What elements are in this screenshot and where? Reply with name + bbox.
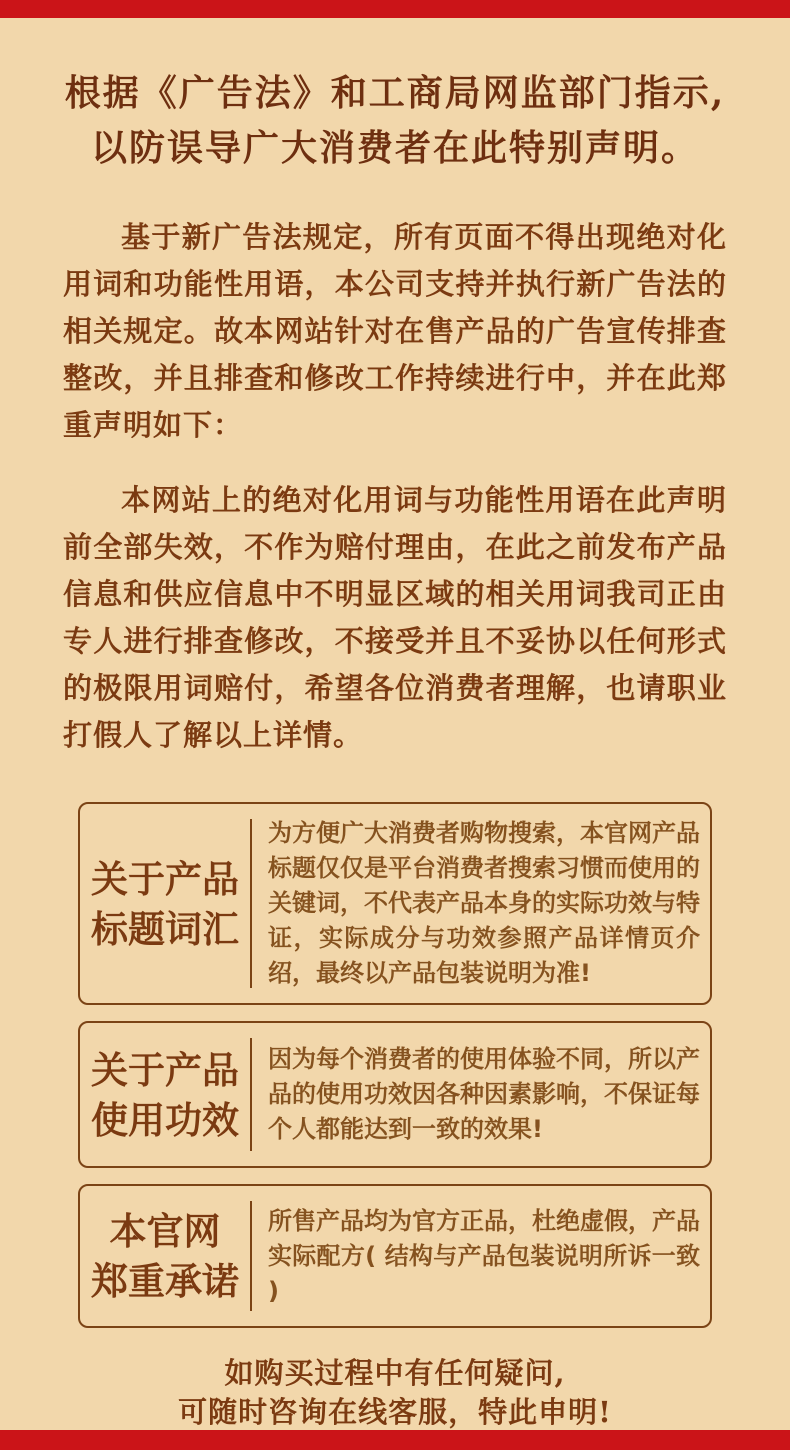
footer-note	[0, 1354, 790, 1432]
disclaimer-paragraph-1: 基于新广告法规定，所有页面不得出现绝对化用词和功能性用语，本公司支持并执行新广告法的相关规定。故本网站针对在售产品的广告宣传排查整改，并且排查和修改工作持续进行中，并在此郑重声明如下：	[63, 220, 727, 442]
notice-box-label	[80, 1045, 250, 1145]
notice-box-label	[80, 1206, 250, 1306]
notice-box-label-line-1: 本官网	[109, 1209, 221, 1253]
notice-box-label-line-2: 使用功效	[91, 1097, 239, 1142]
notice-box-product-efficacy	[78, 1021, 712, 1168]
notice-box-text: 所售产品均为官方正品，杜绝虚假，产品实际配方( 结构与产品包装说明所诉一致 )	[268, 1206, 700, 1305]
page-title	[0, 48, 790, 176]
footer-note-line-1: 如购买过程中有任何疑问,	[224, 1356, 566, 1390]
page-title-line-1: 根据《广告法》和工商局网监部门指示,	[64, 72, 726, 114]
disclaimer-paragraph-2: 本网站上的绝对化用词与功能性用语在此声明前全部失效，不作为赔付理由，在此之前发布产品信息和供应信息中不明显区域的相关用词我司正由专人进行排查修改，不接受并且不妥协以任何形式的极限用词赔付，希望各位消费者理解，也请职业打假人了解以上详情。	[63, 483, 727, 752]
notice-box-text: 因为每个消费者的使用体验不同，所以产品的使用功效因各种因素影响，不保证每个人都能达到一致的效果!	[268, 1045, 700, 1143]
notice-box-official-promise	[78, 1184, 712, 1328]
notice-box-label-line-1: 关于产品	[91, 856, 239, 901]
footer-note-line-2: 可随时咨询在线客服，特此申明!	[178, 1395, 612, 1429]
notice-box-list	[78, 802, 712, 1328]
bottom-red-strip	[0, 1430, 790, 1450]
notice-box-text: 为方便广大消费者购物搜索，本官网产品标题仅仅是平台消费者搜索习惯而使用的关键词，不代表产品本身的实际功效与特证，实际成分与功效参照产品详情页介绍，最终以产品包装说明为准!	[268, 819, 700, 987]
notice-box-label	[80, 854, 250, 954]
notice-box-label-line-2: 郑重承诺	[91, 1259, 239, 1303]
notice-box-label-line-2: 标题词汇	[91, 906, 239, 951]
notice-box-label-line-1: 关于产品	[91, 1047, 239, 1092]
page-title-line-2: 以防误导广大消费者在此特别声明。	[90, 127, 699, 169]
top-red-strip	[0, 0, 790, 18]
notice-box-product-title	[78, 802, 712, 1005]
